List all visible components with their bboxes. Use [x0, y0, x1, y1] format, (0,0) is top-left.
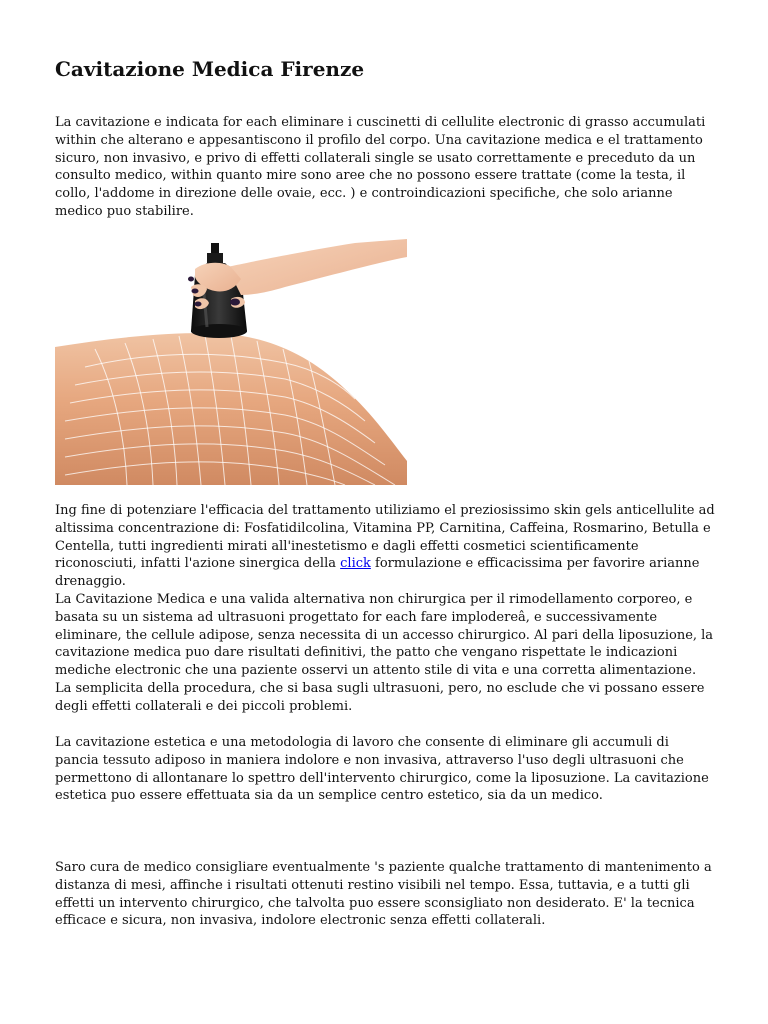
paragraph-maintenance: Saro cura de medico consigliare eventualmente 's paziente qualche trattamento di mantenimento a distanza di mesi, affinche i risultati ottenuti restino visibili nel tempo. Essa, tuttavia, e a tutti gli effetti un intervento chirurgico, che talvolta puo essere sconsigliato non desiderato. E' la tecnica efficace e sicura, non invasiva, indolore electronic senza effetti collaterali. [55, 860, 712, 929]
page-title: Cavitazione Medica Firenze [55, 57, 365, 81]
paragraph-intro: La cavitazione e indicata for each eliminare i cuscinetti di cellulite electronic di grasso accumulati within che alterano e appesantiscono il profilo del corpo. Una cavitazione medica e el trattamento sicuro, non invasivo, e privo di effetti collaterali single se usato correttamente e preceduto da un consulto medico, within quanto mire sono aree che no possono essere trattate (come la testa, il collo, l'addome in direzione delle ovaie, ecc. ) e controindicazioni specifiche, che solo arianne medico puo stabilire. [55, 115, 706, 219]
paragraph-gel-text-after: formulazione e efficacissima per favorire arianne drenaggio. [55, 556, 700, 590]
paragraph-medical-cavitation: La Cavitazione Medica e una valida alternativa non chirurgica per il rimodellamento corporeo, e basata su un sistema ad ultrasuoni progettato for each fare implodereâ, e successivamente eliminare, the cellule adipose, senza necessita di un accesso chirurgico. Al pari della liposuzione, la cavitazione medica puo dare risultati definitivi, the patto che vengano rispettate le indicazioni mediche electronic che una paziente osservi un attento stile di vita e una corretta alimentazione. La semplicita della procedura, che si basa sugli ultrasuoni, pero, no esclude che vi possano essere degli effetti collaterali e dei piccoli problemi. [55, 592, 714, 714]
click-link[interactable]: click [340, 556, 371, 572]
paragraph-gel [55, 502, 715, 591]
cavitation-treatment-photo [55, 239, 407, 485]
paragraph-aesthetic-cavitation: La cavitazione estetica e una metodologia di lavoro che consente di eliminare gli accumuli di pancia tessuto adiposo in maniera indolore e non invasiva, attraverso l'uso degli ultrasuoni che permettono di allontanare lo spettro dell'intervento chirurgico, come la liposuzione. La cavitazione estetica puo essere effettuata sia da un semplice centro estetico, sia da un medico. [55, 735, 709, 804]
paragraph-gel-text-before: Ing fine di potenziare l'efficacia del trattamento utiliziamo el preziosissimo skin gels anticellulite ad altissima concentrazione di: Fosfatidilcolina, Vitamina PP, Carnitina, Caffeina, Rosmarino, Betulla e Centella, tutti ingredienti mirati all'inestetismo e dagli effetti cosmetici scientificamente riconosciuti, infatti l'azione sinergica della [55, 503, 715, 572]
